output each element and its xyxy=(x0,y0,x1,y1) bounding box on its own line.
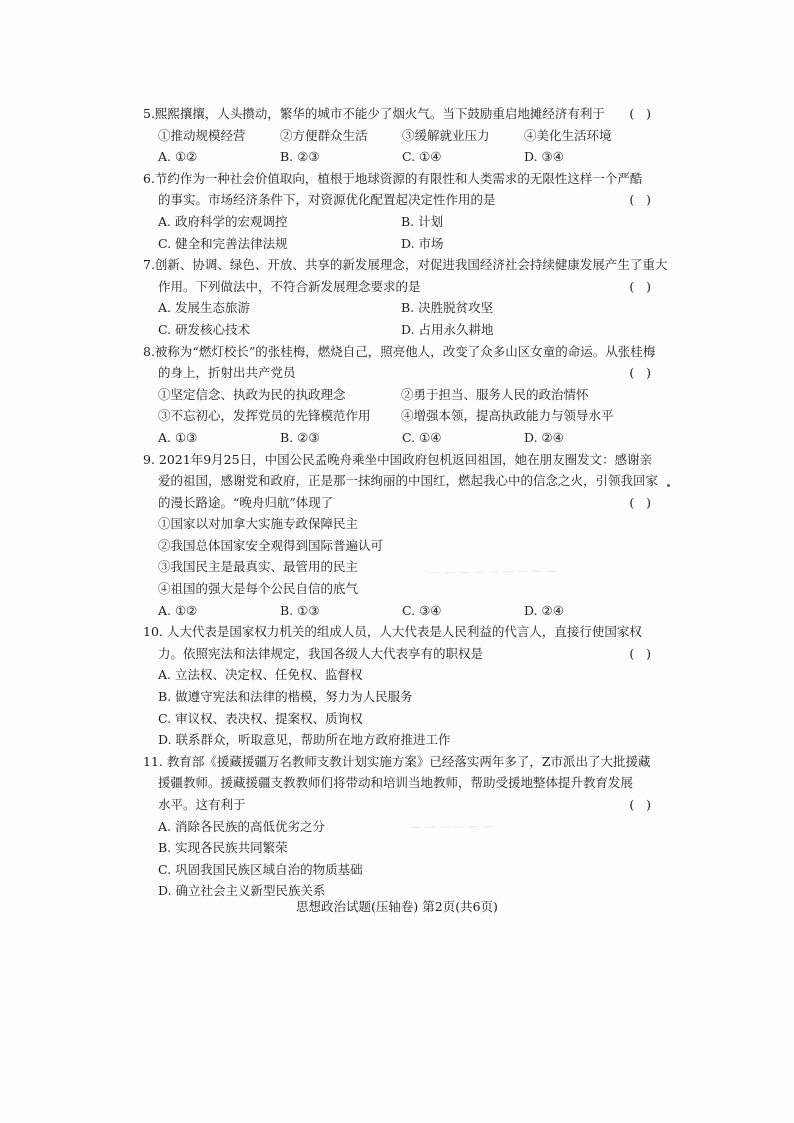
statement-item: ③我国民主是最真实、最管用的民主 xyxy=(158,559,359,575)
stem-text: 力。依照宪法和法律规定，我国各级人大代表享有的职权是 xyxy=(158,645,484,661)
question-11 xyxy=(143,751,663,902)
answer-option: D. ③④ xyxy=(524,149,564,165)
stem-text: 5.熙熙攘攘，人头攒动，繁华的城市不能少了烟火气。当下鼓励重启地摊经济有利于 xyxy=(143,106,605,121)
stem-text: 7.创新、协调、绿色、开放、共享的新发展理念，对促进我国经济社会持续健康发展产生了重大 xyxy=(143,257,668,273)
stem-text: 援疆教师。援藏援疆支教教师们将带动和培训当地教师，帮助受援地整体提升教育发展 xyxy=(158,775,634,791)
answer-blank: ( ) xyxy=(629,278,651,294)
question-stem xyxy=(143,492,663,514)
answer-options xyxy=(143,211,663,233)
answer-option: B. 做遵守宪法和法律的楷模，努力为人民服务 xyxy=(158,689,413,705)
answer-option: A. 立法权、决定权、任免权、监督权 xyxy=(158,667,363,683)
answer-option: C. 研发核心技术 xyxy=(158,321,251,337)
statement-options xyxy=(143,384,663,406)
answer-option: D. 确立社会主义新型民族关系 xyxy=(158,883,326,899)
answer-option: A. ①② xyxy=(158,602,198,618)
answer-option: D. 占用永久耕地 xyxy=(401,321,494,337)
answer-option: B. ①③ xyxy=(280,602,320,618)
answer-option: B. 实现各民族共同繁荣 xyxy=(158,840,288,856)
answer-options xyxy=(143,233,663,255)
stem-text: 的事实。市场经济条件下，对资源优化配置起决定性作用的是 xyxy=(158,192,496,208)
statement-item: ②方便群众生活 xyxy=(280,127,368,143)
statement-item: ①国家以对加拿大实施专政保障民主 xyxy=(158,516,359,532)
answer-options xyxy=(143,319,663,341)
statement-item: ①推动规模经营 xyxy=(158,127,246,143)
answer-options xyxy=(143,146,663,168)
stem-text: 8.被称为“燃灯校长”的张桂梅，燃烧自己，照亮他人，改变了众多山区女童的命运。从张桂梅 xyxy=(143,343,656,359)
answer-option: A. 政府科学的宏观调控 xyxy=(158,213,288,229)
question-5 xyxy=(143,103,663,168)
stem-text: 作用。下列做法中，不符合新发展理念要求的是 xyxy=(158,278,421,294)
question-7 xyxy=(143,254,668,340)
bleed-through-mark: — — — — — — xyxy=(409,819,494,834)
question-6 xyxy=(143,168,663,254)
page-footer: 思想政治试题(压轴卷) 第2页(共6页) xyxy=(296,899,498,914)
answer-option: A. 消除各民族的高低优劣之分 xyxy=(158,818,325,834)
stem-text: 6.节约作为一种社会价值取向，植根于地球资源的有限性和人类需求的无限性这样一个严酷 xyxy=(143,170,643,186)
statement-item: ①坚定信念、执政为民的执政理念 xyxy=(158,386,346,402)
answer-option: D. ②④ xyxy=(524,429,564,445)
stem-text: 11. 教育部《援藏援疆万名教师支教计划实施方案》已经落实两年多了，Z市派出了大批援藏 xyxy=(143,753,651,769)
answer-option: B. 计划 xyxy=(401,213,444,229)
stem-text: 的漫长路途。“晚舟归航”体现了 xyxy=(158,494,334,510)
answer-option: C. ③④ xyxy=(402,602,442,618)
answer-option: A. ①② xyxy=(158,149,198,165)
stem-text: 10. 人大代表是国家权力机关的组成人员，人大代表是人民利益的代言人，直接行使国家权 xyxy=(143,624,642,640)
statement-item: ④祖国的强大是每个公民自信的底气 xyxy=(158,581,359,597)
bleed-through-mark: — — — — — — — — — xyxy=(429,564,558,579)
answer-option: C. 健全和完善法律法规 xyxy=(158,235,288,251)
answer-options xyxy=(143,427,663,449)
statement-item: ③缓解就业压力 xyxy=(402,127,490,143)
statement-item: ②我国总体国家安全观得到国际普遍认可 xyxy=(158,537,384,553)
statement-options xyxy=(143,405,663,427)
answer-blank: ( ) xyxy=(629,645,651,661)
question-10 xyxy=(143,621,663,751)
answer-blank: ( ) xyxy=(629,106,651,121)
stem-text: 的身上，折射出共产党员 xyxy=(158,365,296,381)
answer-option: B. ②③ xyxy=(280,429,320,445)
question-stem xyxy=(143,276,663,298)
stem-text: 9. 2021年9月25日，中国公民孟晚舟乘坐中国政府包机返回祖国，她在朋友圈发文：感谢亲 xyxy=(143,451,653,467)
answer-options xyxy=(143,600,663,622)
answer-blank: ( ) xyxy=(629,797,651,812)
question-8 xyxy=(143,341,663,449)
question-9 xyxy=(143,449,663,622)
answer-option: C. ①④ xyxy=(402,429,442,445)
question-stem xyxy=(143,189,663,211)
question-stem xyxy=(143,362,663,384)
paper-speck xyxy=(667,484,670,487)
answer-option: B. ②③ xyxy=(280,149,320,165)
question-list xyxy=(143,103,668,902)
answer-option: A. 发展生态旅游 xyxy=(158,300,250,316)
stem-text: 水平。这有利于 xyxy=(158,797,246,812)
statement-item: ②勇于担当、服务人民的政治情怀 xyxy=(401,386,589,402)
answer-option: C. 审议权、表决权、提案权、质询权 xyxy=(158,710,363,726)
answer-blank: ( ) xyxy=(629,494,651,510)
statement-item: ③不忘初心，发挥党员的先锋模范作用 xyxy=(158,408,371,424)
answer-blank: ( ) xyxy=(629,192,651,208)
statement-item: ④增强本领，提高执政能力与领导水平 xyxy=(401,408,614,424)
answer-option: D. 市场 xyxy=(401,235,444,251)
answer-option: A. ①③ xyxy=(158,429,198,445)
answer-option: C. ①④ xyxy=(402,149,442,165)
answer-option: B. 决胜脱贫攻坚 xyxy=(401,300,494,316)
statement-options xyxy=(143,125,663,147)
statement-item: ④美化生活环境 xyxy=(524,127,612,143)
answer-option: C. 巩固我国民族区域自治的物质基础 xyxy=(158,861,363,877)
answer-option: D. 联系群众，听取意见，帮助所在地方政府推进工作 xyxy=(158,732,451,748)
answer-options xyxy=(143,297,663,319)
question-stem xyxy=(143,103,663,125)
question-stem xyxy=(143,643,663,665)
question-stem xyxy=(143,794,663,816)
stem-text: 爱的祖国，感谢党和政府，正是那一抹绚丽的中国红，燃起我心中的信念之火，引领我回家 xyxy=(158,473,659,489)
answer-blank: ( ) xyxy=(629,365,651,381)
answer-option: D. ②④ xyxy=(524,602,564,618)
